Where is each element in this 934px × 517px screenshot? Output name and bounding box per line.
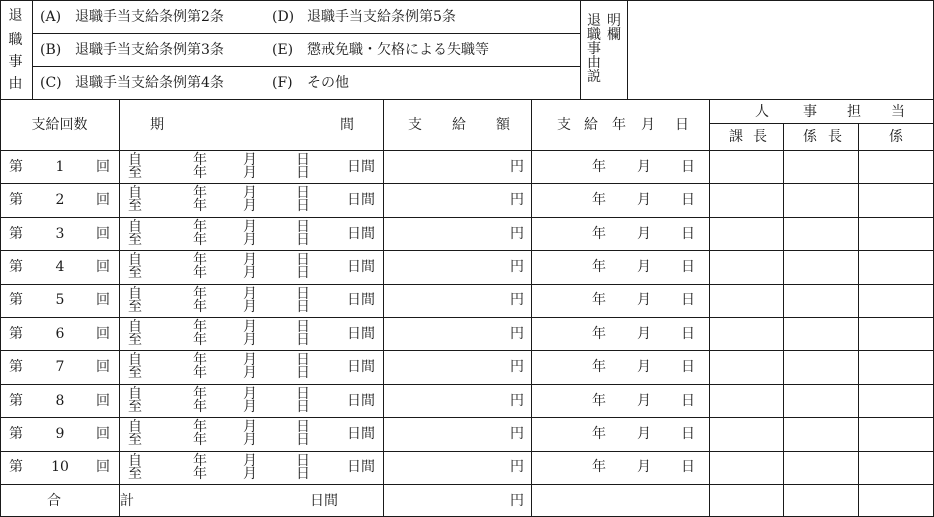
explain-col1-2: 職 (587, 27, 601, 43)
kakari-stamp-field[interactable] (859, 285, 932, 316)
period-field[interactable] (120, 151, 382, 182)
row-dai: 第 (9, 325, 23, 342)
explain-col2-2: 欄 (607, 27, 621, 43)
row-from-year: 年 (193, 419, 207, 436)
row-pay-day: 日 (681, 225, 695, 242)
row-yen: 円 (510, 392, 524, 409)
row-to: 至 (128, 298, 142, 315)
row-to: 至 (128, 465, 142, 482)
period-field[interactable] (120, 251, 382, 282)
rule-row (0, 217, 934, 218)
row-from-day: 日 (296, 185, 310, 202)
rule-row (0, 451, 934, 452)
header-amount-3: 額 (496, 117, 510, 133)
header-date-2: 給 (584, 117, 598, 133)
row-to-year: 年 (193, 165, 207, 181)
row-from-month: 月 (243, 385, 257, 402)
amount-field[interactable] (384, 285, 530, 316)
kacho-stamp-field[interactable] (710, 351, 782, 382)
option-a-text: 退職手当支給条例第2条 (75, 9, 224, 25)
period-field[interactable] (120, 351, 382, 382)
header-period-b: 間 (340, 117, 354, 133)
option-b-text: 退職手当支給条例第3条 (75, 42, 224, 58)
row-number: 8 (55, 392, 65, 409)
row-to-month: 月 (243, 265, 257, 282)
row-kai: 回 (96, 225, 110, 242)
amount-field[interactable] (384, 218, 530, 249)
rule-row (0, 317, 934, 318)
row-days: 日間 (347, 359, 375, 376)
row-pay-month: 月 (637, 425, 651, 442)
rule-hr-sub (710, 123, 934, 124)
row-number: 1 (55, 158, 65, 175)
header-kacho-1: 課 (729, 129, 743, 145)
explain-col1-5: 説 (587, 69, 601, 85)
row-yen: 円 (510, 459, 524, 476)
row-number: 7 (55, 359, 65, 376)
row-to-month: 月 (243, 198, 257, 215)
kacho-stamp-field[interactable] (710, 385, 782, 416)
row-days: 日間 (347, 192, 375, 209)
amount-field[interactable] (384, 418, 530, 449)
row-to-year: 年 (193, 332, 207, 348)
pay-date-field[interactable] (532, 285, 708, 316)
row-to-year: 年 (193, 265, 207, 282)
row-pay-year: 年 (592, 158, 606, 175)
kakaricho-stamp-field[interactable] (784, 151, 857, 182)
row-days: 日間 (347, 459, 375, 476)
header-count: 支給回数 (31, 117, 88, 133)
kakari-stamp-field[interactable] (859, 418, 932, 449)
option-f-text: その他 (307, 75, 349, 91)
row-from-day: 日 (296, 419, 310, 436)
row-pay-day: 日 (681, 392, 695, 409)
row-dai: 第 (9, 425, 23, 442)
total-label-2: 計 (120, 493, 134, 509)
option-c-text: 退職手当支給条例第4条 (75, 75, 224, 91)
period-field[interactable] (120, 318, 382, 349)
row-pay-year: 年 (592, 192, 606, 209)
row-from: 自 (128, 352, 142, 369)
total-amount-field[interactable] (384, 484, 531, 516)
row-to-day: 日 (296, 165, 310, 181)
kacho-stamp-field[interactable] (710, 218, 782, 249)
rule-explain-right (627, 0, 628, 99)
kacho-stamp-field[interactable] (710, 418, 782, 449)
rule-explain-left (580, 0, 581, 99)
row-to-day: 日 (296, 365, 310, 382)
row-pay-month: 月 (637, 459, 651, 476)
header-amount-1: 支 (408, 117, 422, 133)
row-to: 至 (128, 265, 142, 282)
row-to-year: 年 (193, 365, 207, 382)
row-to-month: 月 (243, 165, 257, 181)
kakaricho-stamp-field[interactable] (784, 184, 857, 215)
rule-row (0, 384, 934, 385)
row-yen: 円 (510, 158, 524, 175)
row-to-year: 年 (193, 198, 207, 215)
row-to-month: 月 (243, 365, 257, 382)
row-from-year: 年 (193, 185, 207, 202)
row-to-day: 日 (296, 465, 310, 482)
rule-row (0, 417, 934, 418)
explain-col2-1: 明 (607, 13, 621, 29)
row-to: 至 (128, 365, 142, 382)
row-to: 至 (128, 432, 142, 449)
reason-label-1: 退 (8, 8, 23, 24)
row-from: 自 (128, 385, 142, 402)
total-label-1: 合 (47, 493, 61, 509)
row-to-month: 月 (243, 298, 257, 315)
header-date-3: 年 (612, 117, 626, 133)
kacho-stamp-field[interactable] (710, 285, 782, 316)
row-from: 自 (128, 419, 142, 436)
row-kai: 回 (96, 158, 110, 175)
row-from-day: 日 (296, 385, 310, 402)
total-days: 日間 (310, 493, 338, 509)
row-from-day: 日 (296, 319, 310, 335)
option-e-text: 懲戒免職・欠格による失職等 (307, 42, 489, 58)
row-to-month: 月 (243, 432, 257, 449)
row-from-year: 年 (193, 452, 207, 469)
row-to-year: 年 (193, 231, 207, 248)
row-from-month: 月 (243, 285, 257, 302)
row-pay-day: 日 (681, 292, 695, 309)
header-kacho-2: 長 (753, 129, 767, 145)
row-pay-year: 年 (592, 292, 606, 309)
row-days: 日間 (347, 325, 375, 342)
option-b-code: (B) (40, 42, 62, 58)
rule-col-date (531, 99, 532, 517)
row-kai: 回 (96, 192, 110, 209)
kacho-stamp-field[interactable] (710, 151, 782, 182)
header-kakaricho-2: 長 (828, 129, 842, 145)
row-from: 自 (128, 185, 142, 202)
row-pay-year: 年 (592, 425, 606, 442)
amount-field[interactable] (384, 385, 530, 416)
rule-row (0, 284, 934, 285)
amount-field[interactable] (384, 351, 530, 382)
rule-header-bottom (0, 150, 934, 151)
kakaricho-stamp-field[interactable] (784, 251, 857, 282)
kakari-stamp-field[interactable] (859, 318, 932, 349)
row-pay-year: 年 (592, 258, 606, 275)
pay-date-field[interactable] (532, 151, 708, 182)
row-from-month: 月 (243, 452, 257, 469)
row-from: 自 (128, 218, 142, 235)
row-dai: 第 (9, 292, 23, 309)
explain-field[interactable] (629, 1, 933, 98)
row-from-year: 年 (193, 385, 207, 402)
kakaricho-stamp-field[interactable] (784, 452, 857, 483)
row-from: 自 (128, 252, 142, 269)
row-yen: 円 (510, 325, 524, 342)
row-number: 3 (55, 225, 65, 242)
kakaricho-stamp-field[interactable] (784, 385, 857, 416)
row-from-year: 年 (193, 352, 207, 369)
header-hr-2: 事 (803, 104, 817, 120)
row-pay-year: 年 (592, 392, 606, 409)
header-date-4: 月 (641, 117, 655, 133)
row-to-day: 日 (296, 198, 310, 215)
period-field[interactable] (120, 418, 382, 449)
row-number: 9 (55, 425, 65, 442)
row-pay-month: 月 (637, 325, 651, 342)
row-dai: 第 (9, 225, 23, 242)
row-to: 至 (128, 398, 142, 415)
row-from-year: 年 (193, 152, 207, 168)
header-period-a: 期 (150, 117, 164, 133)
row-dai: 第 (9, 359, 23, 376)
row-number: 4 (55, 258, 65, 275)
option-f-code: (F) (272, 75, 293, 91)
row-from-month: 月 (243, 352, 257, 369)
row-to-day: 日 (296, 265, 310, 282)
row-from: 自 (128, 452, 142, 469)
row-from-year: 年 (193, 218, 207, 235)
row-pay-day: 日 (681, 425, 695, 442)
header-hr-1: 人 (755, 104, 769, 120)
row-days: 日間 (347, 392, 375, 409)
row-from: 自 (128, 319, 142, 335)
row-kai: 回 (96, 258, 110, 275)
row-kai: 回 (96, 392, 110, 409)
row-dai: 第 (9, 258, 23, 275)
total-yen: 円 (510, 493, 524, 509)
row-to-month: 月 (243, 332, 257, 348)
kakari-stamp-field[interactable] (859, 452, 932, 483)
kakari-stamp-field[interactable] (859, 218, 932, 249)
amount-field[interactable] (384, 151, 530, 182)
row-number: 10 (51, 459, 69, 476)
row-to: 至 (128, 231, 142, 248)
row-days: 日間 (347, 158, 375, 175)
row-from-month: 月 (243, 218, 257, 235)
row-to-year: 年 (193, 398, 207, 415)
row-to-year: 年 (193, 298, 207, 315)
row-pay-month: 月 (637, 359, 651, 376)
row-yen: 円 (510, 192, 524, 209)
pay-date-field[interactable] (532, 418, 708, 449)
row-to-day: 日 (296, 432, 310, 449)
option-d-code: (D) (272, 9, 295, 25)
kakaricho-stamp-field[interactable] (784, 285, 857, 316)
row-pay-day: 日 (681, 359, 695, 376)
explain-col1-3: 事 (587, 41, 601, 57)
pay-date-field[interactable] (532, 385, 708, 416)
row-yen: 円 (510, 258, 524, 275)
row-kai: 回 (96, 359, 110, 376)
reason-label-2: 職 (8, 32, 23, 48)
row-yen: 円 (510, 292, 524, 309)
row-days: 日間 (347, 292, 375, 309)
row-dai: 第 (9, 158, 23, 175)
option-c-code: (C) (40, 75, 62, 91)
row-pay-month: 月 (637, 258, 651, 275)
amount-field[interactable] (384, 452, 530, 483)
kakari-stamp-field[interactable] (859, 251, 932, 282)
row-pay-month: 月 (637, 192, 651, 209)
row-from: 自 (128, 152, 142, 168)
row-pay-year: 年 (592, 459, 606, 476)
option-e-code: (E) (272, 42, 294, 58)
header-amount-2: 給 (452, 117, 466, 133)
row-days: 日間 (347, 425, 375, 442)
row-to-month: 月 (243, 465, 257, 482)
row-from: 自 (128, 285, 142, 302)
reason-label-4: 由 (8, 76, 23, 92)
row-days: 日間 (347, 258, 375, 275)
row-kai: 回 (96, 459, 110, 476)
row-dai: 第 (9, 192, 23, 209)
row-from-year: 年 (193, 252, 207, 269)
rule-col-hr (709, 99, 710, 517)
rule-reason-1 (32, 33, 580, 34)
row-to-day: 日 (296, 398, 310, 415)
kacho-stamp-field[interactable] (710, 184, 782, 215)
row-pay-month: 月 (637, 392, 651, 409)
rule-reason-2 (32, 66, 580, 67)
kacho-stamp-field[interactable] (710, 318, 782, 349)
row-number: 6 (55, 325, 65, 342)
row-to-month: 月 (243, 398, 257, 415)
row-to: 至 (128, 198, 142, 215)
kakaricho-stamp-field[interactable] (784, 351, 857, 382)
total-days-field[interactable] (121, 484, 383, 516)
kacho-stamp-field[interactable] (710, 452, 782, 483)
row-to-year: 年 (193, 432, 207, 449)
row-kai: 回 (96, 325, 110, 342)
pay-date-field[interactable] (532, 184, 708, 215)
kacho-stamp-field[interactable] (710, 251, 782, 282)
pay-date-field[interactable] (532, 351, 708, 382)
row-pay-day: 日 (681, 325, 695, 342)
header-hr-4: 当 (891, 104, 905, 120)
amount-field[interactable] (384, 318, 530, 349)
pay-date-field[interactable] (532, 318, 708, 349)
header-kakari: 係 (889, 129, 903, 145)
period-field[interactable] (120, 184, 382, 215)
row-from-day: 日 (296, 285, 310, 302)
header-date-5: 日 (675, 117, 689, 133)
pay-date-field[interactable] (532, 251, 708, 282)
row-kai: 回 (96, 425, 110, 442)
row-from-day: 日 (296, 452, 310, 469)
option-d-text: 退職手当支給条例第5条 (307, 9, 456, 25)
row-pay-day: 日 (681, 459, 695, 476)
kakari-stamp-field[interactable] (859, 184, 932, 215)
row-from-month: 月 (243, 319, 257, 335)
kakari-stamp-field[interactable] (859, 385, 932, 416)
row-to-day: 日 (296, 298, 310, 315)
row-from-month: 月 (243, 419, 257, 436)
kakari-stamp-field[interactable] (859, 351, 932, 382)
row-to-month: 月 (243, 231, 257, 248)
row-from-year: 年 (193, 285, 207, 302)
row-from-year: 年 (193, 319, 207, 335)
kakaricho-stamp-field[interactable] (784, 318, 857, 349)
header-kakaricho-1: 係 (803, 129, 817, 145)
row-dai: 第 (9, 459, 23, 476)
row-from-day: 日 (296, 352, 310, 369)
row-kai: 回 (96, 292, 110, 309)
row-from-day: 日 (296, 152, 310, 168)
row-pay-day: 日 (681, 192, 695, 209)
explain-col1-1: 退 (587, 13, 601, 29)
kakaricho-stamp-field[interactable] (784, 418, 857, 449)
row-pay-year: 年 (592, 325, 606, 342)
period-field[interactable] (120, 452, 382, 483)
row-pay-day: 日 (681, 258, 695, 275)
rule-row (0, 183, 934, 184)
row-from-day: 日 (296, 218, 310, 235)
header-date-1: 支 (557, 117, 571, 133)
amount-field[interactable] (384, 251, 530, 282)
rule-row (0, 484, 934, 485)
pay-date-field[interactable] (532, 218, 708, 249)
row-yen: 円 (510, 225, 524, 242)
row-to-day: 日 (296, 332, 310, 348)
rule-col-amount (383, 99, 384, 517)
row-from-month: 月 (243, 152, 257, 168)
row-to-day: 日 (296, 231, 310, 248)
rule-top (0, 0, 934, 1)
row-to: 至 (128, 165, 142, 181)
header-hr-3: 担 (847, 104, 861, 120)
rule-col-period (119, 99, 120, 517)
row-number: 2 (55, 192, 65, 209)
row-pay-day: 日 (681, 158, 695, 175)
row-pay-month: 月 (637, 158, 651, 175)
rule-reason-label (32, 0, 33, 99)
amount-field[interactable] (384, 184, 530, 215)
period-field[interactable] (120, 385, 382, 416)
row-pay-year: 年 (592, 225, 606, 242)
row-to-year: 年 (193, 465, 207, 482)
period-field[interactable] (120, 285, 382, 316)
row-dai: 第 (9, 392, 23, 409)
row-days: 日間 (347, 225, 375, 242)
period-field[interactable] (120, 218, 382, 249)
rule-section (0, 99, 934, 100)
rule-left (0, 0, 1, 517)
row-from-day: 日 (296, 252, 310, 269)
pay-date-field[interactable] (532, 452, 708, 483)
option-a-code: (A) (40, 9, 62, 25)
explain-col1-4: 由 (587, 55, 601, 71)
row-number: 5 (55, 292, 65, 309)
row-to: 至 (128, 332, 142, 348)
row-from-month: 月 (243, 252, 257, 269)
row-from-month: 月 (243, 185, 257, 202)
row-yen: 円 (510, 359, 524, 376)
rule-row (0, 250, 934, 251)
row-pay-month: 月 (637, 225, 651, 242)
kakari-stamp-field[interactable] (859, 151, 932, 182)
row-pay-month: 月 (637, 292, 651, 309)
row-pay-year: 年 (592, 359, 606, 376)
row-yen: 円 (510, 425, 524, 442)
rule-row (0, 350, 934, 351)
kakaricho-stamp-field[interactable] (784, 218, 857, 249)
reason-label-3: 事 (8, 54, 23, 70)
